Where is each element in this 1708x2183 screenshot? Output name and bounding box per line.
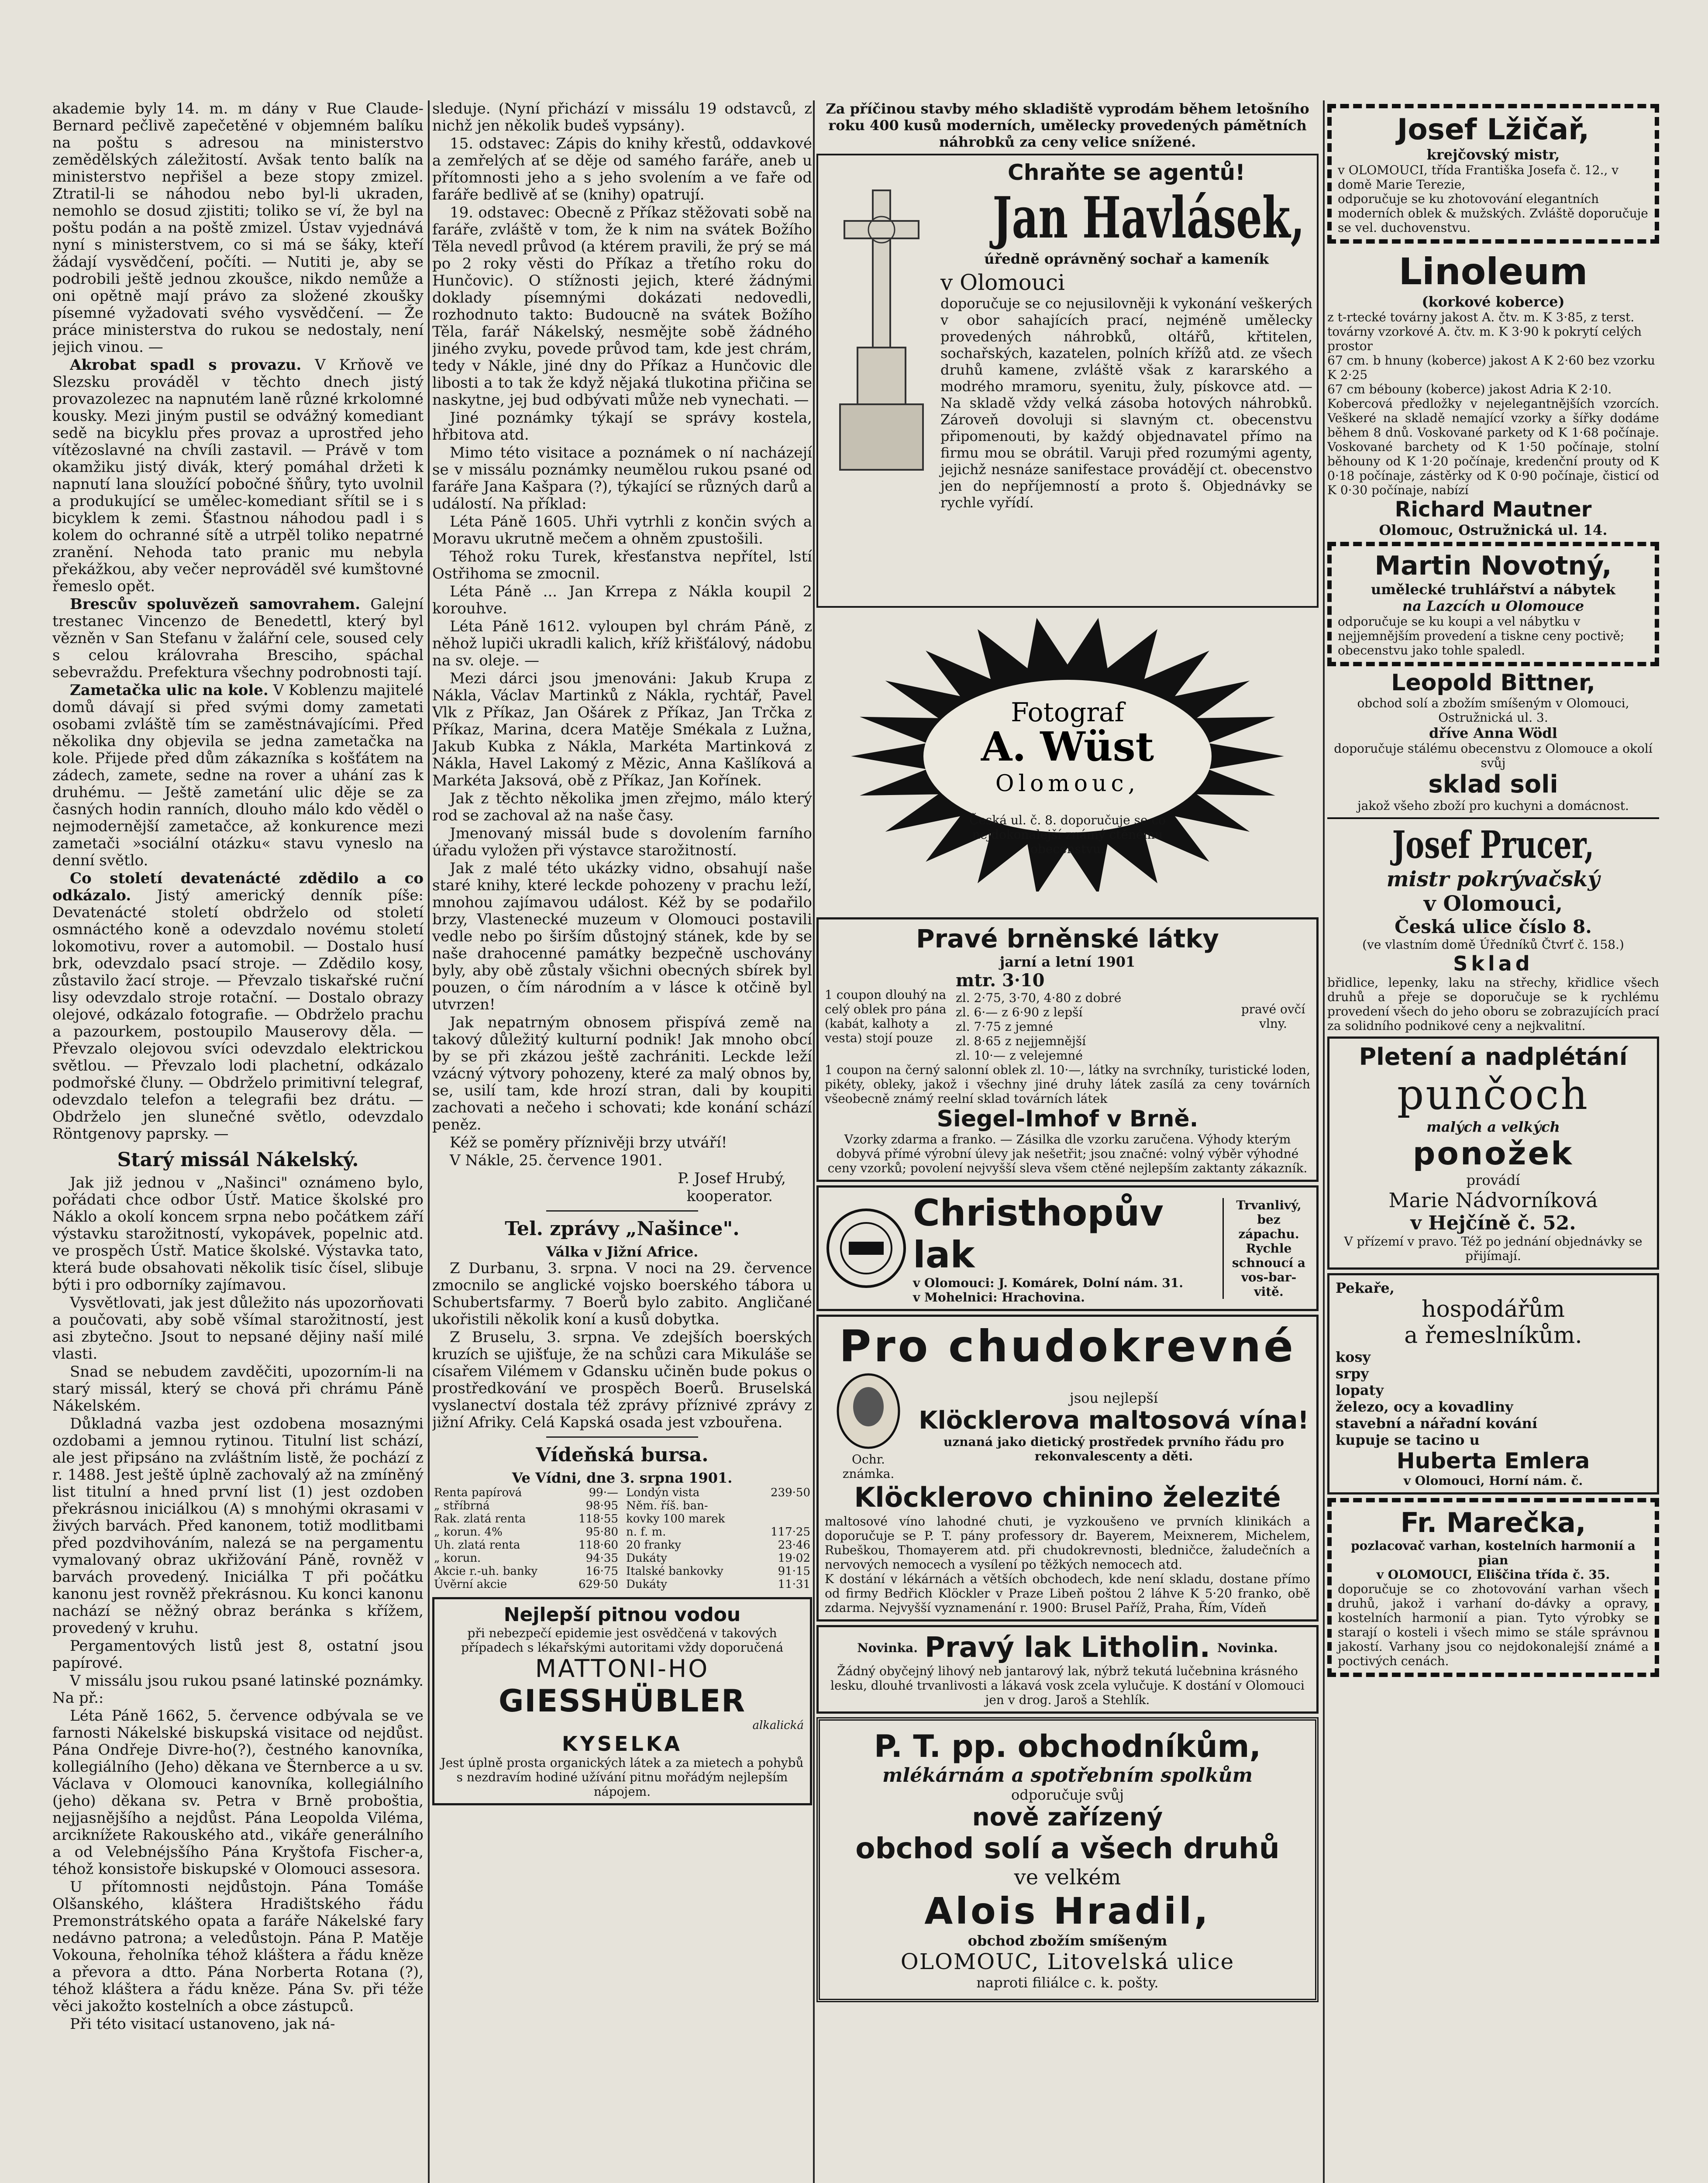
havlasek-text: doporučuje se co nejusilovněji k vykonání veškerých v obor sahajících prací, nejméně umělecky provedených náhrobků, oltářů, křtitelen, sochařských, kazatelen, polních křížů atd. ze všech druhů kamene, zvláště však z kararského a modrého mramoru, syenitu, žuly, pískovce atd. — Na skladě vždy velká zásoba hotových náhrobků. Zároveň dovoluji si slavným ct. obecenstvu připomenouti, by každý objednavatel přímo na firmu mou se obrátil. Varuji před rozumými agenty, jejichž nesnáze sanifestace provádějí ct. obecenstvo jen do nepříjemností a proto š. Objednávky se rychle vyřídí. bbox=[940, 295, 1312, 511]
hradil-desc: obchod zbožím smíšeným bbox=[968, 1932, 1167, 1949]
article-text: Jak z těchto několika jmen zřejmo, málo který rod se zachoval až na naše časy. bbox=[432, 790, 812, 824]
christhop-ad bbox=[816, 1185, 1319, 1311]
christhop-olomouc: v Olomouci: J. Komárek, Dolní nám. 31. bbox=[913, 1276, 1184, 1290]
article-text: sleduje. (Nyní přichází v missálu 19 odstavců, z nichž jen několik budeš vypsány). bbox=[432, 100, 812, 134]
column-rule bbox=[813, 100, 815, 2183]
column-rule bbox=[428, 100, 430, 2183]
klockler-row bbox=[825, 1372, 1310, 1481]
latky-price-row: zl. 10·— z velejemné bbox=[956, 1048, 1083, 1063]
klockler-brand-2: Klöcklerovo chinino železité bbox=[854, 1481, 1281, 1513]
bursa-label: Londýn vista bbox=[626, 1486, 700, 1499]
latky-price-list bbox=[956, 991, 1232, 1063]
column-2 bbox=[432, 100, 812, 2183]
bursa-date: Ve Vídni, dne 3. srpna 1901. bbox=[512, 1470, 733, 1486]
latky-prices bbox=[825, 970, 1310, 1063]
bursa-value: 239·50 bbox=[771, 1486, 810, 1499]
bursa-left-table bbox=[432, 1486, 620, 1591]
mattoni-brand: MATTONI-HO bbox=[535, 1655, 709, 1683]
article-text: 19. odstavec: Obecně z Příkaz stěžovati sobě na faráře, zvláště v tom, že k nim na svátek Božího Těla nevedl průvod (a ktérem pravili, že prý se má po 2 roky věsti do Příkaz a třetího roku do Hunčovic). O stížnosti jejich, které žádnými doklady písemnými dokázati nedovedli, rozhodnuto takto: Budoucně na svátek Božího Těla, farář Nákelský, nesmějte sobě žádného jiného zvyku, povede průvod tam, kde jest chrám, tedy v Nákle, jiné dny do Příkaz a Hunčovic dle libosti a to tak že když nějaká tlukotina přičina se naskytne, jej bud odbývati může neb vynechati. — bbox=[432, 204, 812, 409]
klockler-text: maltosové víno lahodné chuti, je vyzkoušeno ve prvních klinikách a doporučuje se P. T. pány professory dr. Bayerem, Meixnerem, Michelem, Rubeškou, Thomayerem atd. při chudokrevnosti, bledničce, žaludečních a nervových nemocech a vysílení po těžkých nemocech atd. bbox=[825, 1514, 1310, 1572]
klockler-brand: Klöcklerova maltosová vína! bbox=[919, 1406, 1309, 1435]
giesshubler-brand: GIESSHÜBLER bbox=[498, 1683, 746, 1719]
hradil-wholesale: ve velkém bbox=[1014, 1865, 1121, 1890]
bursa-value: 91·15 bbox=[778, 1565, 810, 1578]
hradil-address: OLOMOUC, Litovelská ulice bbox=[900, 1949, 1235, 1974]
prucer-sklad: Sklad bbox=[1453, 952, 1533, 975]
latky-price-row: zl. 7·75 z jemné bbox=[956, 1019, 1053, 1034]
emler-pekare: Pekaře, bbox=[1336, 1280, 1395, 1296]
christhop-logo-icon bbox=[825, 1207, 908, 1290]
marecka-name: Fr. Marečka, bbox=[1400, 1507, 1586, 1539]
bursa-row bbox=[432, 1578, 620, 1591]
mautner-address: Olomouc, Ostružnická ul. 14. bbox=[1379, 522, 1608, 538]
latky-text: 1 coupon na černý salonní oblek zl. 10·—, látky na svrchníky, turistické loden, pikéty, obleky, jakož i všechny jiné druhy látek zasílá za ceny továrních všeobecně známý reelní sklad továrních látek bbox=[825, 1063, 1310, 1106]
bittner-footer: jakož všeho zboží pro kuchyni a domácnost. bbox=[1357, 799, 1629, 813]
column-4 bbox=[1327, 100, 1659, 2183]
bursa-value bbox=[756, 1499, 812, 1512]
gravestone-icon bbox=[827, 182, 936, 487]
bursa-value: 117·25 bbox=[771, 1525, 810, 1539]
emler-farmers: hospodářům bbox=[1421, 1296, 1565, 1322]
article-text: Důkladná vazba jest ozdobena mosaznými ozdobami a jemnou rytinou. Titulní list schází, ale jest připsáno na zvláštním listě, že pochází z r. 1488. Jest ještě úplně zachovalý až na zmíněný list titulní a hned první list (1) jest ozdoben překrásnou iniciálkou (A) s mnohými okrasami v živých barvách. Před kanonem, totiž modlitbami před pozdvihováním, nalezá se na pergamentu vymalovaný obraz ukřižování Páně, rovněž v barvách provedený. Iniciálka T při počátku kanonu jest rovněž překrásnou. Ku konci kanonu nachází se něžný obraz beránka s křížem, provedený v kruhu. bbox=[52, 1415, 424, 1637]
article-text: Mimo této visitace a poznámek o ní nacházejí se v missálu poznámky neumělou rukou psané od faráře Jana Kašpara (?), týkající se různých darů a událostí. Na příklad: bbox=[432, 444, 812, 513]
article-text: V Krňově ve Slezsku prováděl v těchto dnech jistý provazolezec na napnutém laně různé krkolomné kousky. Mezi jiným pustil se odvážný komediant sedě na bicyklu přes provaz a uprostřed jeho vítězoslavné na chvíli zastavil. — Právě v tom okamžiku jistý divák, který pomáhal držeti k napnutí lana sloužící pobočné šňůry, tyto uvolnil a produkující se umělec-komediant sřítil se i s bicyklem k zemi. Šťastnou náhodou padl i s kolem do ochranné sítě a utrpěl toliko nepatrné zranění. Nehoda tato pranic mu nebyla překážkou, aby večer neprováděl své kumštovné řemeslo opět. bbox=[52, 356, 424, 595]
lzicar-role: krejčovský mistr, bbox=[1426, 146, 1560, 163]
article-text: Jmenovaný missál bude s dovolením farního úřadu vyložen při výstavce starožitností. bbox=[432, 825, 812, 859]
bursa-row bbox=[624, 1565, 812, 1578]
latky-price-row: zl. 8·65 z nejjemnější bbox=[956, 1034, 1086, 1048]
article-text: Kéž se poměry příznivěji brzy utváří! bbox=[450, 1134, 727, 1151]
article-text: Snad se nebudem zavděčiti, upozorním-li na starý missál, který se chová při chrámu Páně Nákelském. bbox=[52, 1363, 424, 1415]
mattoni-footer: Jest úplně prosta organických látek a za mietech a pohybů s nezdravím hodiné užívání pitnu mořádým nejlepším nápojem. bbox=[441, 1756, 804, 1799]
novotny-address: na Lazcích u Olomouce bbox=[1402, 598, 1584, 614]
signature-name: P. Josef Hrubý, bbox=[678, 1170, 786, 1187]
litholin-novelty-2: Novinka. bbox=[1217, 1640, 1278, 1655]
marecka-role: pozlacovač varhan, kostelních harmonií a pian bbox=[1351, 1539, 1636, 1567]
emler-items bbox=[1336, 1349, 1651, 1448]
signature-date: V Nákle, 25. července 1901. bbox=[450, 1152, 663, 1169]
telegram-subheading: Válka v Jižní Africe. bbox=[546, 1243, 699, 1260]
emler-name: Huberta Emlera bbox=[1396, 1448, 1590, 1474]
bursa-row bbox=[624, 1525, 812, 1539]
emler-craftsmen: a řemeslníkům. bbox=[1404, 1322, 1582, 1349]
lzicar-name: Josef Lžičař, bbox=[1397, 113, 1590, 146]
hradil-rec: odporučuje svůj bbox=[1011, 1787, 1124, 1803]
bursa-row bbox=[432, 1525, 620, 1539]
lzicar-ad bbox=[1327, 104, 1659, 244]
bursa-row bbox=[432, 1512, 620, 1525]
litholin-heading: Pravý lak Litholin. bbox=[925, 1632, 1210, 1664]
bursa-value: 19·02 bbox=[778, 1552, 810, 1565]
nadvornikova-big: punčoch bbox=[1397, 1070, 1590, 1119]
bursa-label: Akcie r.-uh. banky bbox=[434, 1565, 538, 1578]
emler-item: lopaty bbox=[1336, 1382, 1384, 1398]
hradil-ad bbox=[816, 1717, 1319, 2002]
column-rule bbox=[1323, 100, 1325, 2183]
nadvornikova-ad bbox=[1327, 1036, 1659, 1270]
bursa-value: 23·46 bbox=[778, 1539, 810, 1552]
article-title: Starý missál Nákelský. bbox=[117, 1149, 359, 1171]
klockler-mark-label: Ochr. známka. bbox=[842, 1452, 895, 1481]
telegram-text: Z Durbanu, 3. srpna. V noci na 29. července zmocnilo se anglické vojsko boerského tábora u Schubertsfarmy. 7 Boerů bylo zabito. Angličané ukořistili několik koní a kusů dobytka. bbox=[432, 1260, 812, 1328]
bursa-value: 16·75 bbox=[585, 1565, 618, 1578]
nadvornikova-address: v Hejčíně č. 52. bbox=[1410, 1212, 1576, 1234]
article-text: Vysvětlovati, jak jest důležito nás upozorňovati a poučovati, aby sobě všímal starožitností, jest asi zbytečno. Jsout to nepsané dějiny naší milé vlasti. bbox=[52, 1294, 424, 1363]
bursa-value bbox=[756, 1512, 812, 1525]
linoleum-text-2: Kobercová předložky v nejelegantnějších vzorcích. Veškeré na skladě nemající vzorky a šířky dodáme během 8 dnů. Voskované parkety od K 1·68 počínaje. Voskované barchety od K 1·50 počínaje, stolní běhouny od K 1·20 počínaje, kredenční prouty od K 0·18 počínaje, zástěrky od K 0·90 počínaje, čisticí od K 0·30 počínaje, nabízí bbox=[1327, 396, 1659, 497]
bursa-row bbox=[624, 1512, 812, 1525]
bursa-value: 118·55 bbox=[579, 1512, 618, 1525]
litholin-text: Žádný obyčejný lihový neb jantarový lak, nýbrž tekutá lučebnina krásného lesku, dlouhé trvanlivosti a lákavá vosk zcela vylučuje. K dostání v Olomouci jen v drog. Jaroš a Stehlík. bbox=[830, 1664, 1305, 1707]
bursa-row bbox=[432, 1565, 620, 1578]
foto-name: A. Wüst bbox=[981, 723, 1154, 770]
bursa-label: Rak. zlatá renta bbox=[434, 1512, 526, 1525]
bursa-label: kovky 100 marek bbox=[626, 1512, 725, 1525]
klockler-note: uznaná jako dietický prostředek prvního řádu pro rekonvalescenty a děti. bbox=[944, 1434, 1284, 1463]
linoleum-row: 67 cm bébouny (koberce) jakost Adria K 2·10. bbox=[1327, 382, 1612, 396]
bittner-rec: doporučuje stálému obecenstvu z Olomouce a okolí svůj bbox=[1334, 741, 1653, 770]
klockler-heading: Pro chudokrevné bbox=[839, 1321, 1296, 1372]
bursa-label: Uh. zlatá renta bbox=[434, 1539, 520, 1552]
bursa-label: Dukáty bbox=[626, 1552, 667, 1565]
novotny-role: umělecké truhlářství a nábytek bbox=[1371, 581, 1615, 598]
article-text: Pergamentových listů jest 8, ostatní jsou papírové. bbox=[52, 1637, 424, 1672]
nadvornikova-text: V přízemí v pravo. Též po jednání objednávky se přijímají. bbox=[1344, 1234, 1643, 1263]
article-text: Jistý americký denník píše: Devatenácté století obdrželo od století osmnáctého koně a odevzdalo novému století lokomotivu, rover a automobil. — Dostalo husí brk, odevzdalo psací stroje. — Zdědilo kosy, zůstavilo žací stroje. — Převzalo tiskařské ruční lisy odevzdalo stroje rotační. — Dostalo obrazy olejové, odkázalo fotografie. — Obdrželo prachu a pazourkem, postoupilo Mauserovy děla. — Převzalo olejovou svíci odevzdalo elektrickou světlou. — Převzalo lodi plachetní, odkázalo podmořské čluny. — Obdrželo primitivní telegraf, odevzdalo telefon a telegrafii bez drátu. — Obdrželo jen slunečné světlo, odevzdalo Röntgenovy paprsky. — bbox=[52, 887, 424, 1143]
article-text: Galejní trestanec Vincenzo de Benedettl, který byl vězněn v San Stefanu v žalářní cele, soused cely s celou královraha Bresciho, spáchal sebevraždu. Prefektura všechny podrobnosti tají. bbox=[52, 596, 424, 681]
prucer-name: Josef Prucer, bbox=[1392, 823, 1594, 867]
prucer-city: v Olomouci, bbox=[1423, 892, 1563, 916]
christhop-mohelnice: v Mohelnici: Hrachovina. bbox=[913, 1290, 1085, 1305]
foto-label: Fotograf bbox=[1011, 697, 1124, 728]
telegram-heading: Tel. zprávy „Našince". bbox=[505, 1218, 740, 1240]
latky-firm: Siegel-Imhof v Brně. bbox=[937, 1106, 1198, 1132]
nadvornikova-rec: provádí bbox=[1466, 1172, 1520, 1188]
lzicar-text: odporučuje se ku zhotovování elegantních moderních oblek & mužských. Zvláště doporučuje se vel. duchovenstvu. bbox=[1338, 192, 1648, 235]
prucer-role: mistr pokrývačský bbox=[1386, 867, 1600, 892]
nadvornikova-name: Marie Nádvorníková bbox=[1388, 1188, 1598, 1212]
havlasek-city: v Olomouci bbox=[940, 270, 1065, 295]
mattoni-note: alkalická bbox=[752, 1719, 804, 1732]
emler-ad bbox=[1327, 1273, 1659, 1494]
signature-role: kooperator. bbox=[686, 1188, 773, 1205]
article-text: U přítomnosti nejdůstojn. Pána Tomáše Olšanského, kláštera Hradištského řádu Premonstrátského opata a faráře Nákelské fary nedávno patrona; a veledůstojn. Pána P. Matěje Vokouna, řeholníka téhož kláštera a řádu kněze a převora a dtto. Pána Norberta Rotana (?), téhož kláštera a řádu kněze. Pána Sv. při téže věci jakožto kostelních a obce zástupců. bbox=[52, 1878, 424, 2015]
telegram-text: Z Bruselu, 3. srpna. Ve zdejších boerských kruzích se ujišťuje, že na schůzi cara Mikuláše se císařem Vilémem v Gdansku učiněn bude pokus o prostředkování ve prospěch Boerů. Bruselská vyslanectví dostala též zprávy příznivé zprávy z jižní Afriky. Celá Kapská osada jest vzbouřena. bbox=[432, 1329, 812, 1431]
bursa-label: Úvěrní akcie bbox=[434, 1578, 507, 1591]
emler-item: kosy bbox=[1336, 1349, 1371, 1365]
klockler-mark bbox=[825, 1372, 912, 1481]
article-heading: Zametačka ulic na kole. bbox=[70, 682, 269, 699]
bursa-row bbox=[432, 1539, 620, 1552]
latky-rows bbox=[956, 970, 1232, 1063]
bursa-row bbox=[624, 1552, 812, 1565]
bursa-value: 99·— bbox=[589, 1486, 618, 1499]
article-text: Jiné poznámky týkají se správy kostela, hřbitova atd. bbox=[432, 409, 812, 444]
bittner-sklad: sklad soli bbox=[1428, 770, 1558, 799]
havlasek-note: Za příčinou stavby mého skladiště vyprodám během letošního roku 400 kusů moderních, umělecky provedených pámětních náhrobků za ceny velice snížené. bbox=[826, 100, 1309, 150]
nadvornikova-heading: Pletení a nadplétání bbox=[1359, 1043, 1628, 1071]
bursa-row bbox=[432, 1486, 620, 1499]
emler-item: stavební a nářadní kování bbox=[1336, 1415, 1538, 1432]
bursa-row bbox=[624, 1578, 812, 1591]
article-text: akademie byly 14. m. m dány v Rue Claude-Bernard pečlivě zapečetěné v objemném balíku na poštu s adresou na ministerstvo zemědělských záležitostí. Avšak tento balík na ministerstvo nepřišel a beze stopy zmizel. Ztratil-li se náhodou nebo byl-li ukraden, nemohlo se dosud zjistiti; toliko se ví, že byl na poštu podán a na poště zmizel. Ústav vyjednává nyní s ministerstvem, co si má se šáky, kteří žádají vysvědčení, počíti. — Nutiti je, aby se podrobili ještě jednou zkoušce, nikdo nemůže a oni opětně mají právo za složené zkoušky písemné vyžadovati svého vysvědčení. — Že práce ministerstva do rukou se nedostaly, není jejich vinou. — bbox=[52, 100, 424, 356]
bursa-value: 118·60 bbox=[579, 1539, 618, 1552]
christhop-side: Trvanlivý, bez zápachu. Rychle schnoucí a vos-bar-vitě. bbox=[1222, 1198, 1310, 1299]
bursa-label: „ korun. 4% bbox=[434, 1525, 503, 1539]
novotny-ad bbox=[1327, 542, 1659, 666]
hradil-opposite: naproti filiálce c. k. pošty. bbox=[976, 1974, 1159, 1991]
bursa-value: 95·80 bbox=[585, 1525, 618, 1539]
marecka-ad bbox=[1327, 1498, 1659, 1677]
bursa-row bbox=[624, 1539, 812, 1552]
mattoni-heading: Nejlepší pitnou vodou bbox=[503, 1604, 741, 1626]
column-3 bbox=[816, 100, 1319, 2183]
bursa-label: „ stříbrná bbox=[434, 1499, 490, 1512]
mautner-name: Richard Mautner bbox=[1395, 497, 1592, 522]
article-text: Léta Páně ... Jan Krrepa z Nákla koupil 2 korouhve. bbox=[432, 583, 812, 617]
latky-subheading: jarní a letní 1901 bbox=[999, 954, 1136, 970]
article-text: 15. odstavec: Zápis do knihy křestů, oddavkové a zemřelých ať se děje od samého faráře, aneb u přítomnosti jeho a s jeho svolením a ve faře od faráře bedlivě ať se (knihy) opatrují. bbox=[432, 135, 812, 203]
bursa-value: 629·50 bbox=[579, 1578, 618, 1591]
article-text: Jak nepatrným obnosem přispívá země na takový důležitý kulturní podnik! Jak mnoho obcí by se při zkázou ještě zachrániti. Leckde leží vzácný výtvory pohozeny, které za malý obnos by, se, usilí tam, kde hrozí stran, dali by koupiti zachovati a nečeho i schovati; kde konání schází peněz. bbox=[432, 1014, 812, 1133]
litholin-novelty: Novinka. bbox=[857, 1640, 918, 1655]
klockler-ad bbox=[816, 1315, 1319, 1622]
article-text: V missálu jsou rukou psané latinské poznámky. Na př.: bbox=[52, 1672, 424, 1707]
mattoni-ad bbox=[432, 1597, 812, 1805]
article-text: Léta Páně 1662, 5. července odbývala se ve farnosti Nákelské biskupská visitace od nejdůst. Pána Ondřeje Divre-ho(?), čestného kanovníka, kollegiálního (Jeho) děkana ve Šternberce a u sv. Václava v Olomouci kanovníka, kollegiálního (jeho) děkana sv. Petra v Brně proboštia, nejjasnějšího a nejdůst. Pána Leopolda Viléma, arciknížete Rakouského atd., vikáře generálního a od Velebnéjsšího Pána Kryštofa Fischer-a, téhož konsistoře biskupské v Olomouci assesora. bbox=[52, 1707, 424, 1878]
latky-footer: Vzorky zdarma a franko. — Zásilka dle vzorku zaručena. Výhody kterým dobyvá přímé výrobní úlevy jak nešetřit; jsou značné: volný výběr výhodné ceny vzorků; povolení nejvyšší sleva všem ctěné nejlepším zaktanty zákazník. bbox=[827, 1132, 1308, 1175]
article-text: Při této visitací ustanoveno, jak ná- bbox=[70, 2015, 335, 2033]
bursa-row bbox=[624, 1499, 812, 1512]
article-text: Jak z malé této ukázky vidno, obsahují naše staré knihy, které leckde pohozeny v prachu leží, mnohou zajímavou událost. Kéž by se podařilo brzy, Vlastenecké muzeum v Olomouci postavili vedle nebo po širším důstojný stánek, kde by se naše drahocenné památky bezpečně uschovány byly, aby obě zůstaly všichni obecných sbírek byl pouzen, o čím národním a v lásce k otčině byl utvrzen! bbox=[432, 860, 812, 1013]
marecka-text: doporučuje se co zhotovování varhan všech druhů, jakož i varhaní do-dávky a opravy, kostelních harmonií a pian. Tyto výrobky se starají o kosteli i všech mimo se stále správnou jakostí. Varhany jsou co nejdokonalejší známé a poctivých cenách. bbox=[1338, 1582, 1649, 1668]
klockler-footer: K dostání v lékárnách a větších obchodech, kde není skladu, dostane přímo od firmy Bedřich Klöckler v Praze Libeň poštou 2 láhve K 5·20 franko, obě zdarma. Nejvyšší vyznamenání r. 1900: Brusel Paříž, Praha, Řím, Vídeň bbox=[825, 1572, 1310, 1615]
bursa-table bbox=[432, 1486, 812, 1591]
latky-length: mtr. 3·10 bbox=[956, 970, 1045, 991]
latky-price-row: zl. 6·— z 6·90 z lepší bbox=[956, 1005, 1083, 1019]
bittner-text: obchod solí a zbožím smíšeným v Olomouci, Ostružnická ul. 3. bbox=[1357, 696, 1629, 725]
article-text: Mezi dárci jsou jmenováni: Jakub Krupa z Nákla, Václav Martinků z Nákla, rychtář, Pavel Vlk z Příkaz, Jan Ošárek z Příkaz, Jan Trčka z Příkaz, Marina, dcera Matěje Smékala z Lužna, Jakub Kubka z Nákla, Markéta Martinková z Nákla, Havel Lakomý z Mězic, Anna Kašlíková a Markéta Jaksová, obě z Příkaz, Jan Kořínek. bbox=[432, 670, 812, 789]
emler-item: srpy bbox=[1336, 1365, 1369, 1382]
linoleum-heading: Linoleum bbox=[1398, 250, 1588, 293]
havlasek-ad bbox=[816, 154, 1319, 608]
prucer-address: Česká ulice číslo 8. bbox=[1395, 916, 1592, 937]
christhop-name: Christhopův lak bbox=[913, 1191, 1164, 1276]
litholin-head-row bbox=[825, 1632, 1310, 1664]
foto-text: Česká ul. č. 8. doporučuje se co nejdokonalejší známý ctěnému obecenstvu. bbox=[969, 813, 1166, 856]
bursa-value: 94·35 bbox=[585, 1552, 618, 1565]
linoleum-row: 67 cm. b hnuny (koberce) jakost A K 2·60 bez vzorku K 2·25 bbox=[1327, 353, 1655, 382]
bursa-label: n. f. m. bbox=[626, 1525, 666, 1539]
kyselka-brand: KYSELKA bbox=[561, 1732, 683, 1756]
latky-price-row: zl. 2·75, 3·70, 4·80 z dobré bbox=[956, 991, 1122, 1005]
bursa-label: 20 franky bbox=[626, 1539, 682, 1552]
litholin-ad bbox=[816, 1625, 1319, 1714]
hradil-new: nově zařízený bbox=[972, 1803, 1163, 1832]
havlasek-title: úředně oprávněný sochař a kameník bbox=[984, 251, 1269, 267]
marecka-address: v OLOMOUCI, Eliščina třída č. 35. bbox=[1376, 1567, 1610, 1582]
bursa-label: Něm. říš. ban- bbox=[626, 1499, 708, 1512]
bursa-right-table bbox=[624, 1486, 812, 1591]
bittner-name: Leopold Bittner, bbox=[1391, 670, 1595, 696]
lzicar-address: v OLOMOUCI, třída Františka Josefa č. 12., v domě Marie Terezie, bbox=[1338, 163, 1619, 192]
linoleum-sub: (korkové koberce) bbox=[1422, 293, 1565, 310]
hradil-heading: P. T. pp. obchodníkům, bbox=[874, 1728, 1261, 1764]
article-heading: Akrobat spadl s provazu. bbox=[70, 356, 302, 374]
bursa-label: Italské bankovky bbox=[626, 1565, 723, 1578]
hradil-shop: obchod solí a všech druhů bbox=[855, 1832, 1280, 1865]
latky-heading: Pravé brněnské látky bbox=[916, 924, 1219, 954]
latky-left-text: 1 coupon dlouhý na celý oblek pro pána (kabát, kalhoty a vesta) stojí pouze bbox=[825, 988, 947, 1045]
mattoni-text: při nebezpečí epidemie jest osvědčená v takových případech s lékařskými autoritami vždy doporučená bbox=[461, 1626, 784, 1655]
hradil-sub: mlékárnám a spotřebním spolkům bbox=[882, 1764, 1253, 1787]
bursa-heading: Vídeňská bursa. bbox=[536, 1444, 709, 1466]
foto-city: Olomouc, bbox=[995, 771, 1140, 797]
article-text: Léta Páně 1612. vyloupen byl chrám Páně, z něhož lupiči ukradli kalich, kříž křišťálový, nádobu na sv. oleje. — bbox=[432, 618, 812, 669]
klockler-sub: jsou nejlepší bbox=[1069, 1389, 1158, 1406]
nadvornikova-sub: malých a velkých bbox=[1426, 1119, 1560, 1135]
emler-item: kupuje se tacino u bbox=[1336, 1432, 1480, 1448]
havlasek-name: Jan Havlásek, bbox=[992, 184, 1305, 251]
prucer-text: břidlice, lepenky, laku na střechy, křidlice všech druhů a přeje se doporučuje se k rychlému provedení všech do jeho oboru se zobrazujících prací za solidního podnikové ceny a nejkvalitní. bbox=[1327, 975, 1659, 1033]
novotny-text: odporučuje se ku koupi a vel nábytku v nejjemnějším provedení a tiskne ceny poctivě; obecenstvu jako tohle spaledl. bbox=[1338, 614, 1625, 658]
article-heading: Co století devatenácté zdědilo a co odkázalo. bbox=[52, 870, 424, 904]
article-heading: Brescův spoluvězeň samovrahem. bbox=[70, 596, 361, 613]
bursa-label: Dukáty bbox=[626, 1578, 667, 1591]
havlasek-warning: Chraňte se agentů! bbox=[1008, 160, 1245, 185]
article-text: V Koblenzu majitelé domů dávají si před svými domy zametati osobami zvláště tím se zaměstnávajícími. Před několika dny objevila se jedna zametačka na kole. Přijede před dům zákazníka s košťátem na zádech, zamete, sedne na rover a uhání zas k druhému. — Ještě zametání ulic děje se za časných hodin ranních, dlouho málo kdo věděl o nejmodernější zametačce, až konkurence mezi zametači »sociální otázku« stavu vyneslo na denní světlo. bbox=[52, 682, 424, 869]
emler-item: železo, ocy a kovadliny bbox=[1336, 1398, 1513, 1415]
article-text: Jak již jednou v „Našinci" oznámeno bylo, pořádati chce odbor Ústř. Matice školské pro Náklo a okolí koncem srpna nebo počátkem září výstavku starožitností, vykopávek, popelnic atd. ve prospěch Ústř. Matice školské. Výstavka tato, která bude obsahovati několik tisíc čísel, slibuje býti i pro odborníky zajímavou. bbox=[52, 1174, 424, 1294]
bittner-former: dříve Anna Wödl bbox=[1429, 725, 1557, 741]
bursa-row bbox=[624, 1486, 812, 1499]
prucer-note: (ve vlastním domě Úředníků Čtvrť č. 158.) bbox=[1362, 937, 1624, 952]
emler-address: v Olomouci, Horní nám. č. bbox=[1403, 1474, 1583, 1488]
column-1 bbox=[52, 100, 424, 2183]
havlasek-body bbox=[940, 160, 1312, 511]
hradil-name: Alois Hradil, bbox=[924, 1890, 1211, 1932]
bursa-value: 98·95 bbox=[585, 1499, 618, 1512]
trademark-portrait-icon bbox=[833, 1372, 903, 1450]
bursa-value: 11·31 bbox=[778, 1578, 810, 1591]
bursa-row bbox=[432, 1552, 620, 1565]
nadvornikova-big-2: ponožek bbox=[1412, 1135, 1574, 1172]
article-text: Léta Páně 1605. Uhři vytrhli z končin svých a Moravu ukrutně mečem a ohněm zpustošili. bbox=[432, 513, 812, 547]
christhop-body bbox=[913, 1192, 1217, 1305]
bursa-row bbox=[432, 1499, 620, 1512]
linoleum-text: z t-rtecké továrny jakost A. čtv. m. K 3·85, z terst. továrny vzorkové A. čtv. m. K 3·90 k pokrytí celých prostor bbox=[1327, 310, 1642, 353]
klockler-body bbox=[917, 1390, 1310, 1463]
novotny-name: Martin Novotný, bbox=[1374, 551, 1612, 581]
bursa-label: „ korun. bbox=[434, 1552, 481, 1565]
article-text: Téhož roku Turek, křesťanstva nepřítel, lstí Ostřihoma se zmocnil. bbox=[432, 548, 812, 582]
bursa-label: Renta papírová bbox=[434, 1486, 522, 1499]
latky-ad bbox=[816, 917, 1319, 1182]
latky-right-text: pravé ovčí vlny. bbox=[1241, 1002, 1305, 1031]
